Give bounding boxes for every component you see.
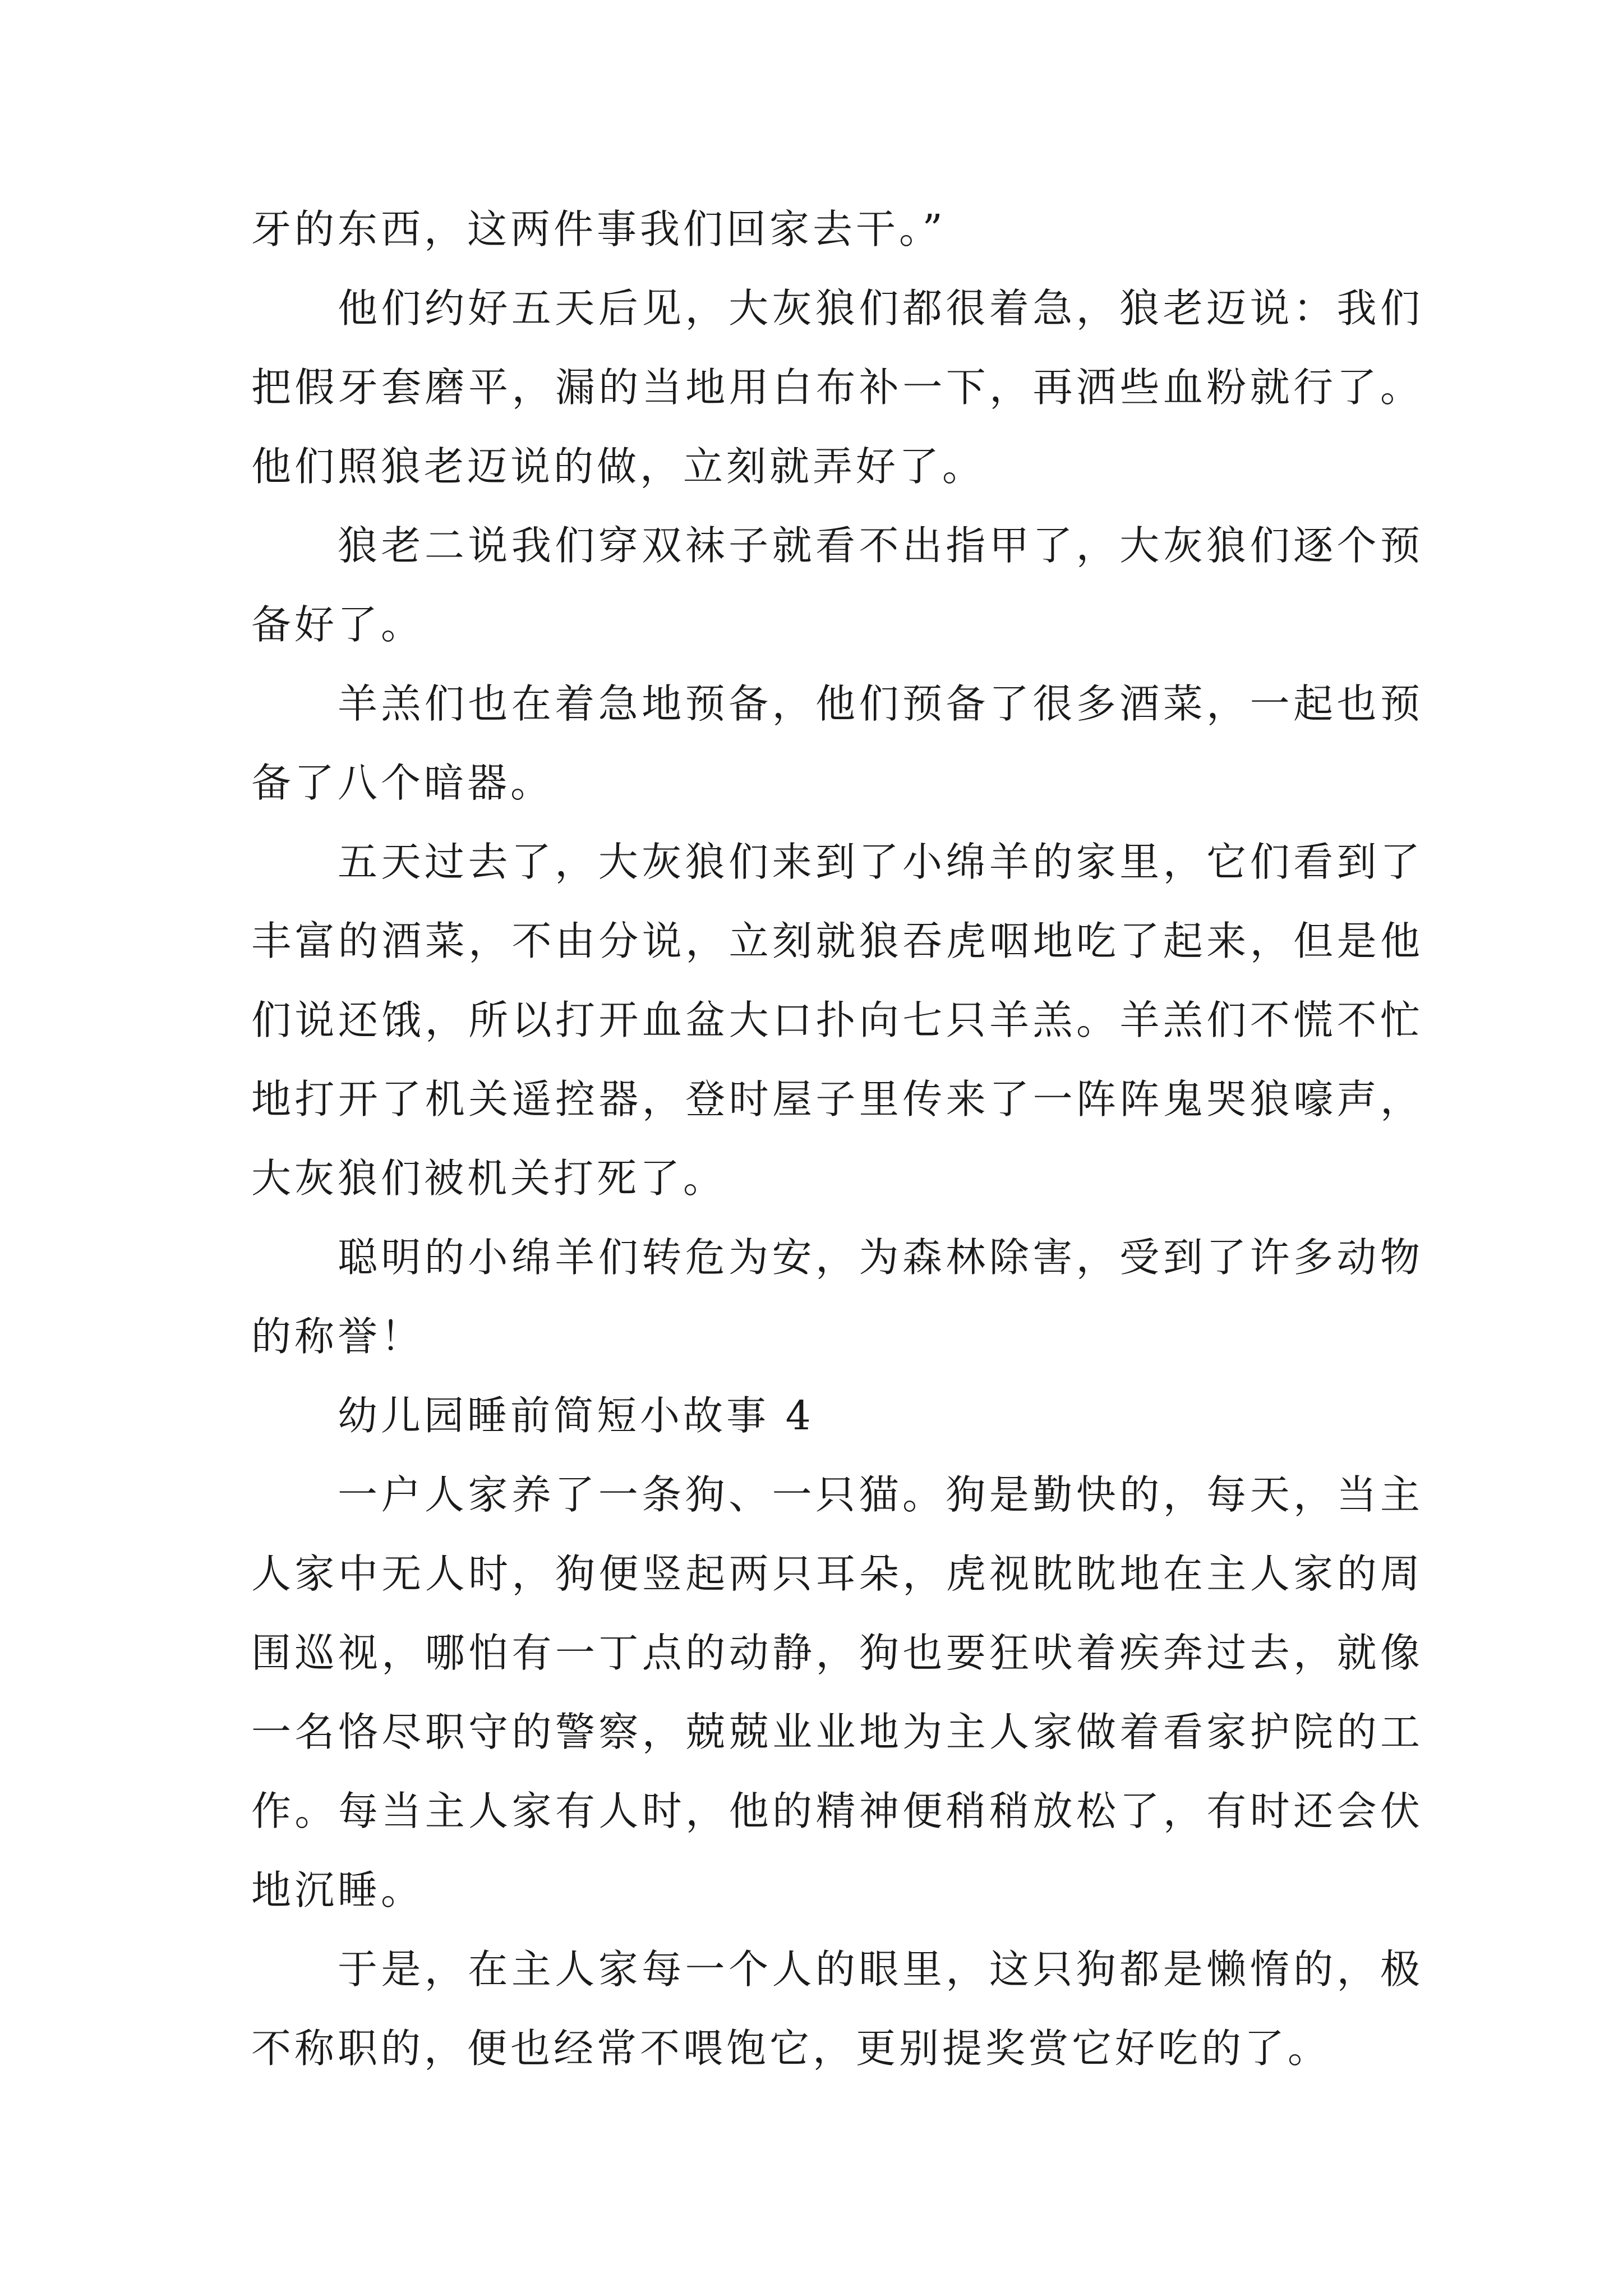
paragraph: 于是，在主人家每一个人的眼里，这只狗都是懒惰的，极不称职的，便也经常不喂饱它，更别提奖赏它好吃的了。 <box>251 1946 1423 2072</box>
paragraph-continuation: 牙的东西，这两件事我们回家去干。” <box>251 206 946 252</box>
section-heading: 幼儿园睡前简短小故事 4 <box>338 1392 814 1439</box>
paragraph: 他们约好五天后见，大灰狼们都很着急，狼老迈说：我们把假牙套磨平，漏的当地用白布补一下，再洒些血粉就行了。他们照狼老迈说的做，立刻就弄好了。 <box>251 285 1423 490</box>
document-body <box>251 190 1423 2088</box>
paragraph: 一户人家养了一条狗、一只猫。狗是勤快的，每天，当主人家中无人时，狗便竖起两只耳朵，虎视眈眈地在主人家的周围巡视，哪怕有一丁点的动静，狗也要狂吠着疾奔过去，就像一名恪尽职守的警察，兢兢业业地为主人家做着看家护院的工作。每当主人家有人时，他的精神便稍稍放松了，有时还会伏地沉睡。 <box>251 1471 1423 1913</box>
paragraph: 五天过去了，大灰狼们来到了小绵羊的家里，它们看到了丰富的酒菜，不由分说，立刻就狼吞虎咽地吃了起来，但是他们说还饿，所以打开血盆大口扑向七只羊羔。羊羔们不慌不忙地打开了机关遥控器，登时屋子里传来了一阵阵鬼哭狼嚎声，大灰狼们被机关打死了。 <box>251 839 1423 1202</box>
paragraph: 狼老二说我们穿双袜子就看不出指甲了，大灰狼们逐个预备好了。 <box>251 522 1423 648</box>
paragraph: 羊羔们也在着急地预备，他们预备了很多酒菜，一起也预备了八个暗器。 <box>251 680 1423 806</box>
paragraph: 聪明的小绵羊们转危为安，为森林除害，受到了许多动物的称誉！ <box>251 1234 1423 1360</box>
